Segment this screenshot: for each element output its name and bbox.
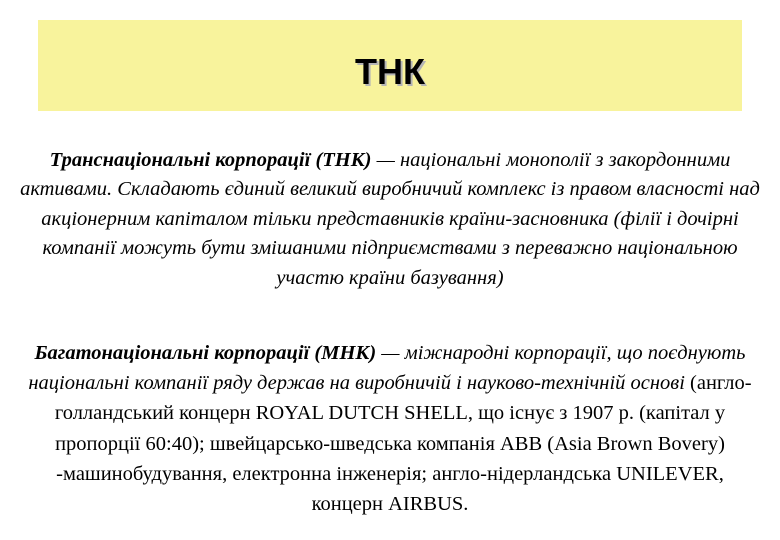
mnc-definition-paragraph (20, 338, 760, 519)
mnc-definition-text: — міжнародні корпорації, що поєднують національні компанії ряду держав на виробничій і науково-технічній основі (28, 342, 746, 395)
mnc-term: Багатонаціональні корпорації (МНК) (34, 342, 377, 364)
tnc-term: Транснаціональні корпорації (ТНК) (49, 149, 372, 171)
tnc-definition-text: — національні монополії з закордонними активами. Складають єдиний великий виробничий комплекс із правом власності над акціонерним капіталом тільки представників країни-засновника (філії і дочірні компанії можуть бути змішаними підприємствами з переважно національною участю країни базування) (20, 149, 760, 289)
mnc-examples-text: (англо-голландський концерн ROYAL DUTCH SHELL, що існує з 1907 р. (капітал у пропорції 60:40); швейцарсько-шведська компанія ABB (Asia Brown Bovery) -машинобудування, електронна інженерія; англо-нідерландська UNILEVER, концерн AIRBUS. (54, 372, 752, 516)
tnc-definition-paragraph (20, 146, 760, 293)
slide-title: ТНК (355, 51, 425, 92)
